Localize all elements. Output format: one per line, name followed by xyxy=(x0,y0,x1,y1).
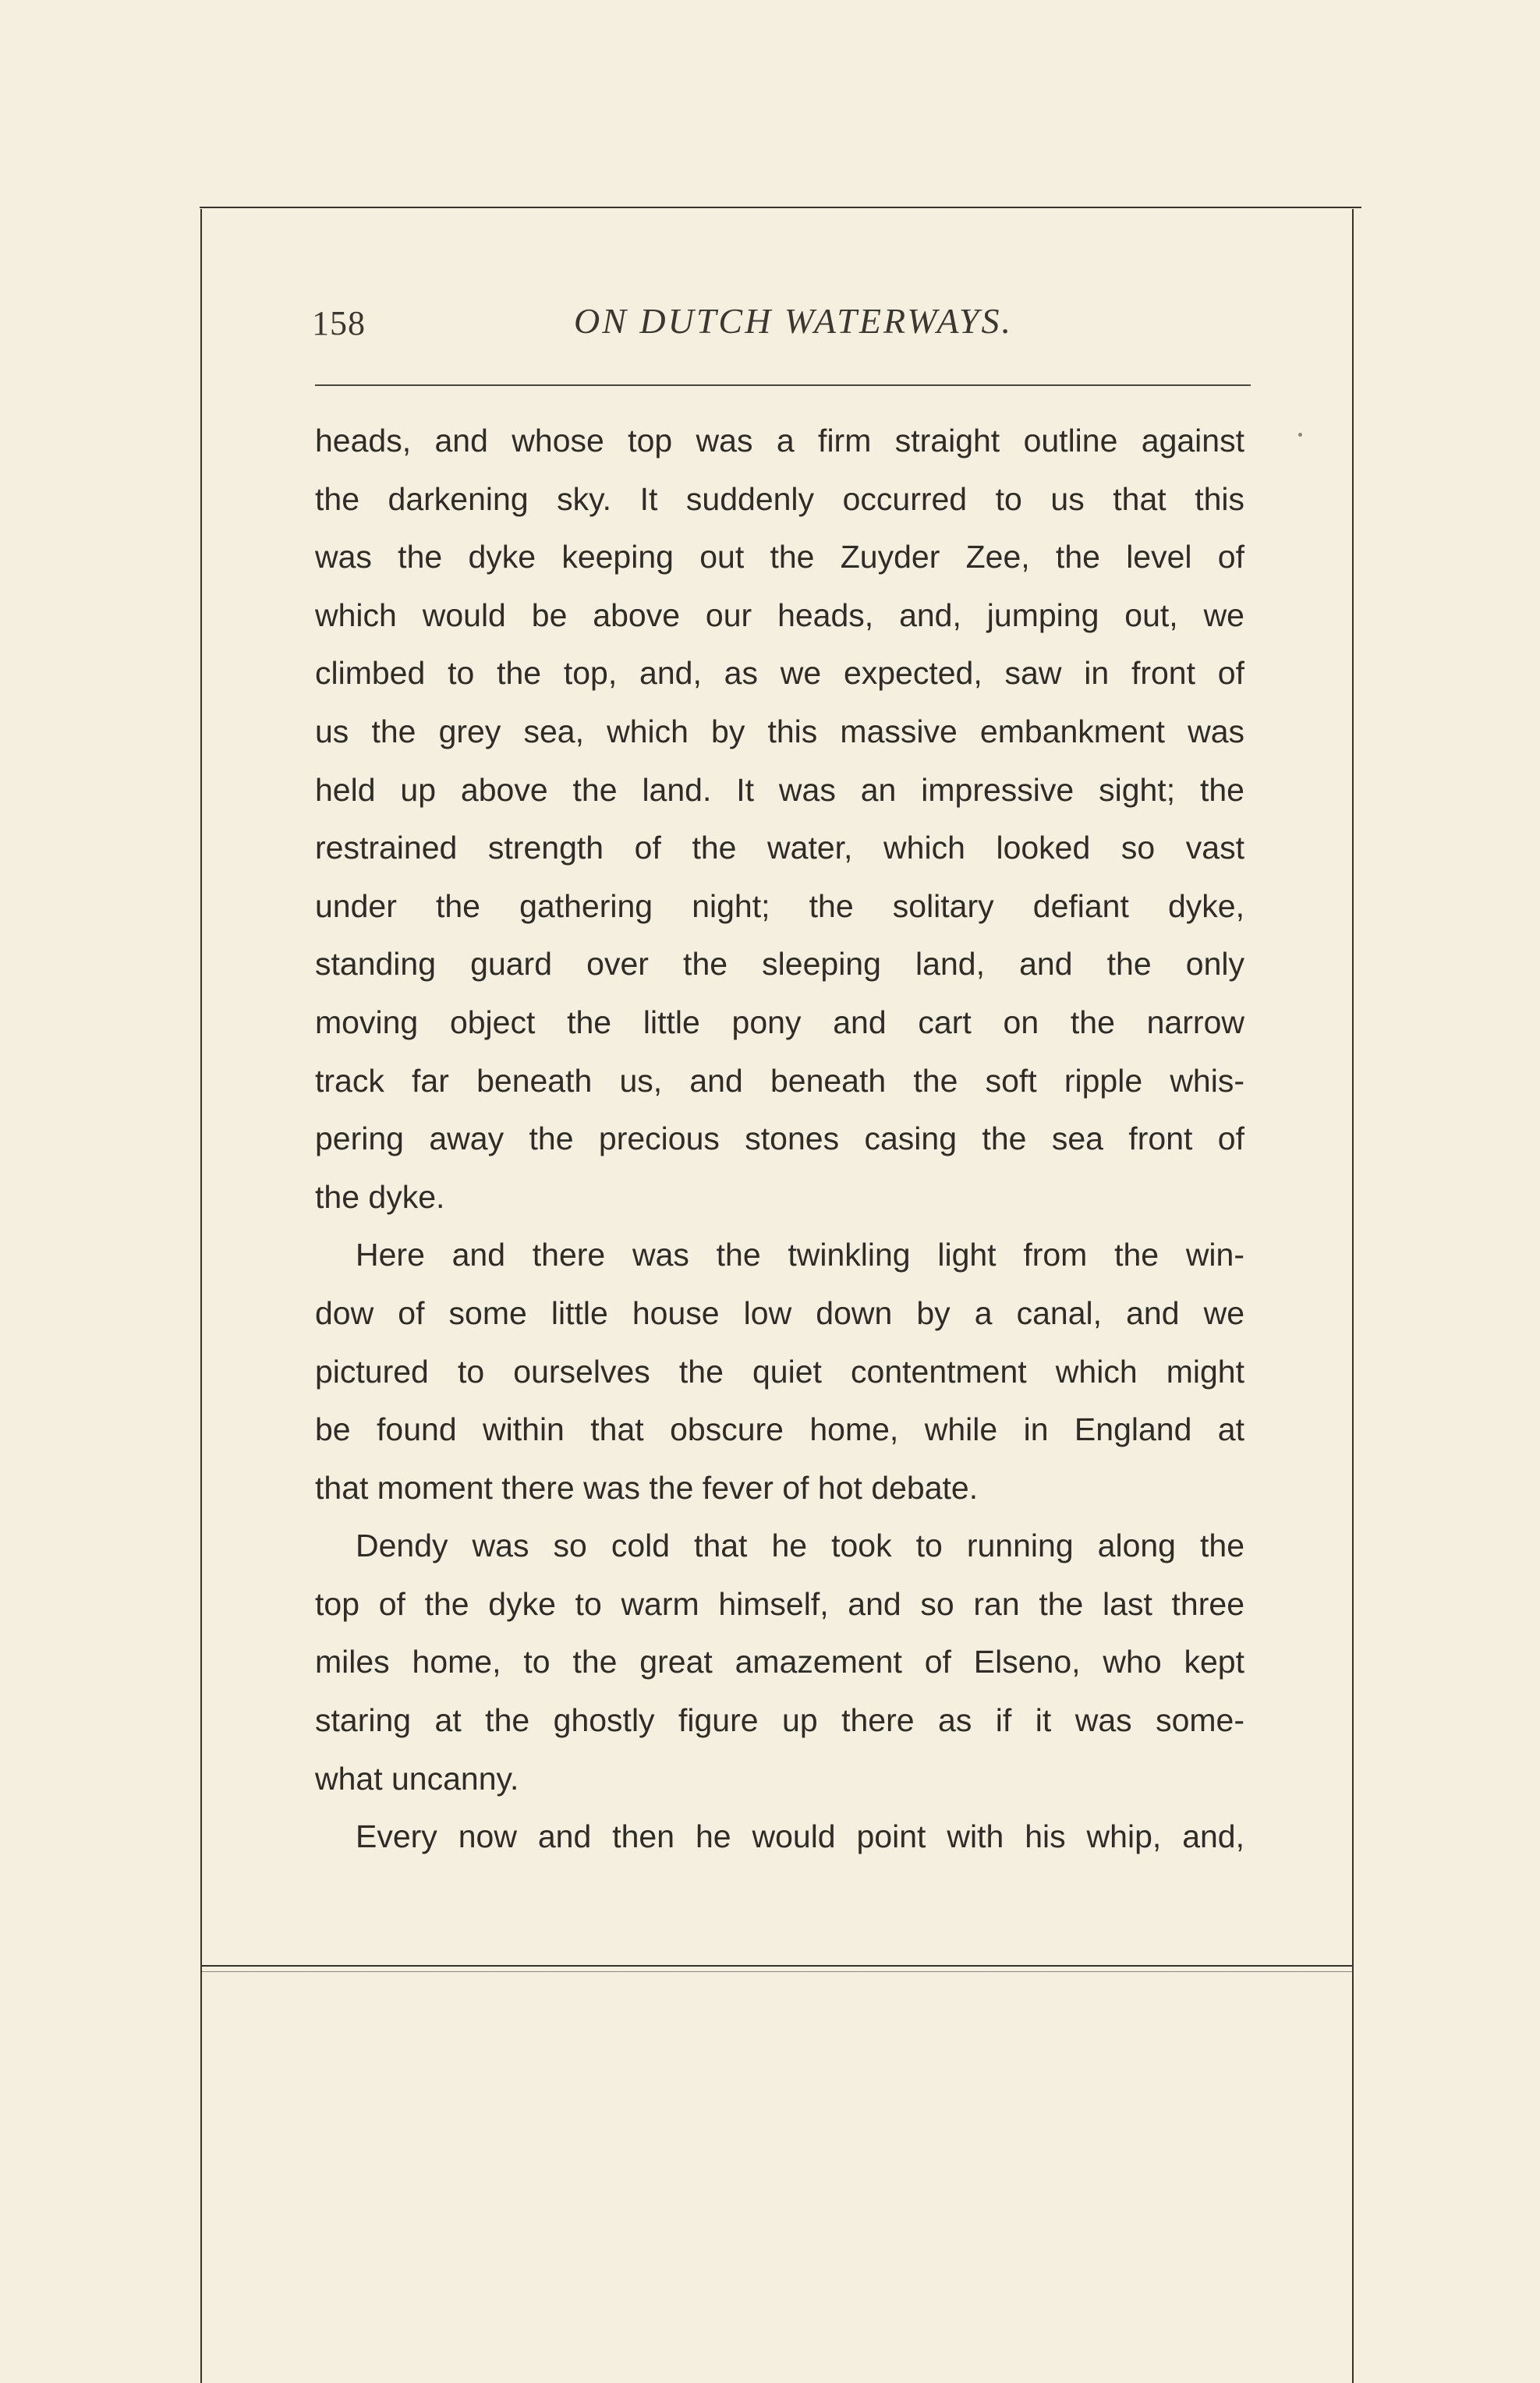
page-body xyxy=(315,412,1244,1866)
frame-right-rule-visible xyxy=(1352,209,1354,2383)
text-line: Here and there was the twinkling light from the win- xyxy=(356,1237,1244,1273)
paragraph xyxy=(315,412,1244,1226)
text-line: restrained strength of the water, which looked so vast xyxy=(315,830,1244,866)
header-rule xyxy=(315,384,1251,386)
text-line: which would be above our heads, and, jumping out, we xyxy=(315,597,1244,633)
text-line: heads, and whose top was a firm straight outline against xyxy=(315,423,1244,459)
text-line: staring at the ghostly figure up there as if it was some- xyxy=(315,1702,1244,1739)
text-line: top of the dyke to warm himself, and so ran the last three xyxy=(315,1585,1244,1622)
paragraph xyxy=(315,1808,1244,1866)
frame-top-rule xyxy=(200,207,1361,208)
paragraph xyxy=(315,1517,1244,1808)
paper-speck xyxy=(1298,433,1302,437)
text-line: standing guard over the sleeping land, and the only xyxy=(315,946,1244,983)
text-line: pictured to ourselves the quiet contentment which might xyxy=(315,1353,1244,1390)
text-line: climbed to the top, and, as we expected, saw in front of xyxy=(315,655,1244,692)
text-line: dow of some little house low down by a canal, and we xyxy=(315,1294,1244,1331)
text-line: under the gathering night; the solitary defiant dyke, xyxy=(315,887,1244,924)
text-line: be found within that obscure home, while in England at xyxy=(315,1411,1244,1448)
text-line: miles home, to the great amazement of Elseno, who kept xyxy=(315,1644,1244,1680)
text-line: what uncanny. xyxy=(315,1760,519,1797)
text-line: was the dyke keeping out the Zuyder Zee, the level of xyxy=(315,539,1244,575)
text-line: moving object the little pony and cart on the narrow xyxy=(315,1004,1244,1040)
text-line: us the grey sea, which by this massive embankment was xyxy=(315,713,1244,749)
text-line: Dendy was so cold that he took to running along the xyxy=(356,1528,1244,1564)
frame-bottom-rule xyxy=(200,1965,1354,1967)
frame-bottom-rule-inner xyxy=(200,1971,1354,1972)
page-number: 158 xyxy=(312,304,366,342)
text-line: held up above the land. It was an impressive sight; the xyxy=(315,771,1244,808)
text-line: that moment there was the fever of hot debate. xyxy=(315,1469,979,1506)
running-title: ON DUTCH WATERWAYS. xyxy=(573,301,1014,341)
text-line: the dyke. xyxy=(315,1178,445,1215)
running-header xyxy=(312,300,1251,355)
text-line: the darkening sky. It suddenly occurred to us that this xyxy=(315,480,1244,517)
text-line: track far beneath us, and beneath the soft ripple whis- xyxy=(315,1062,1244,1099)
frame-left-rule-visible xyxy=(200,209,202,2383)
text-line: Every now and then he would point with his whip, and, xyxy=(356,1818,1244,1855)
paragraph xyxy=(315,1226,1244,1517)
text-line: pering away the precious stones casing the sea front of xyxy=(315,1121,1244,1157)
